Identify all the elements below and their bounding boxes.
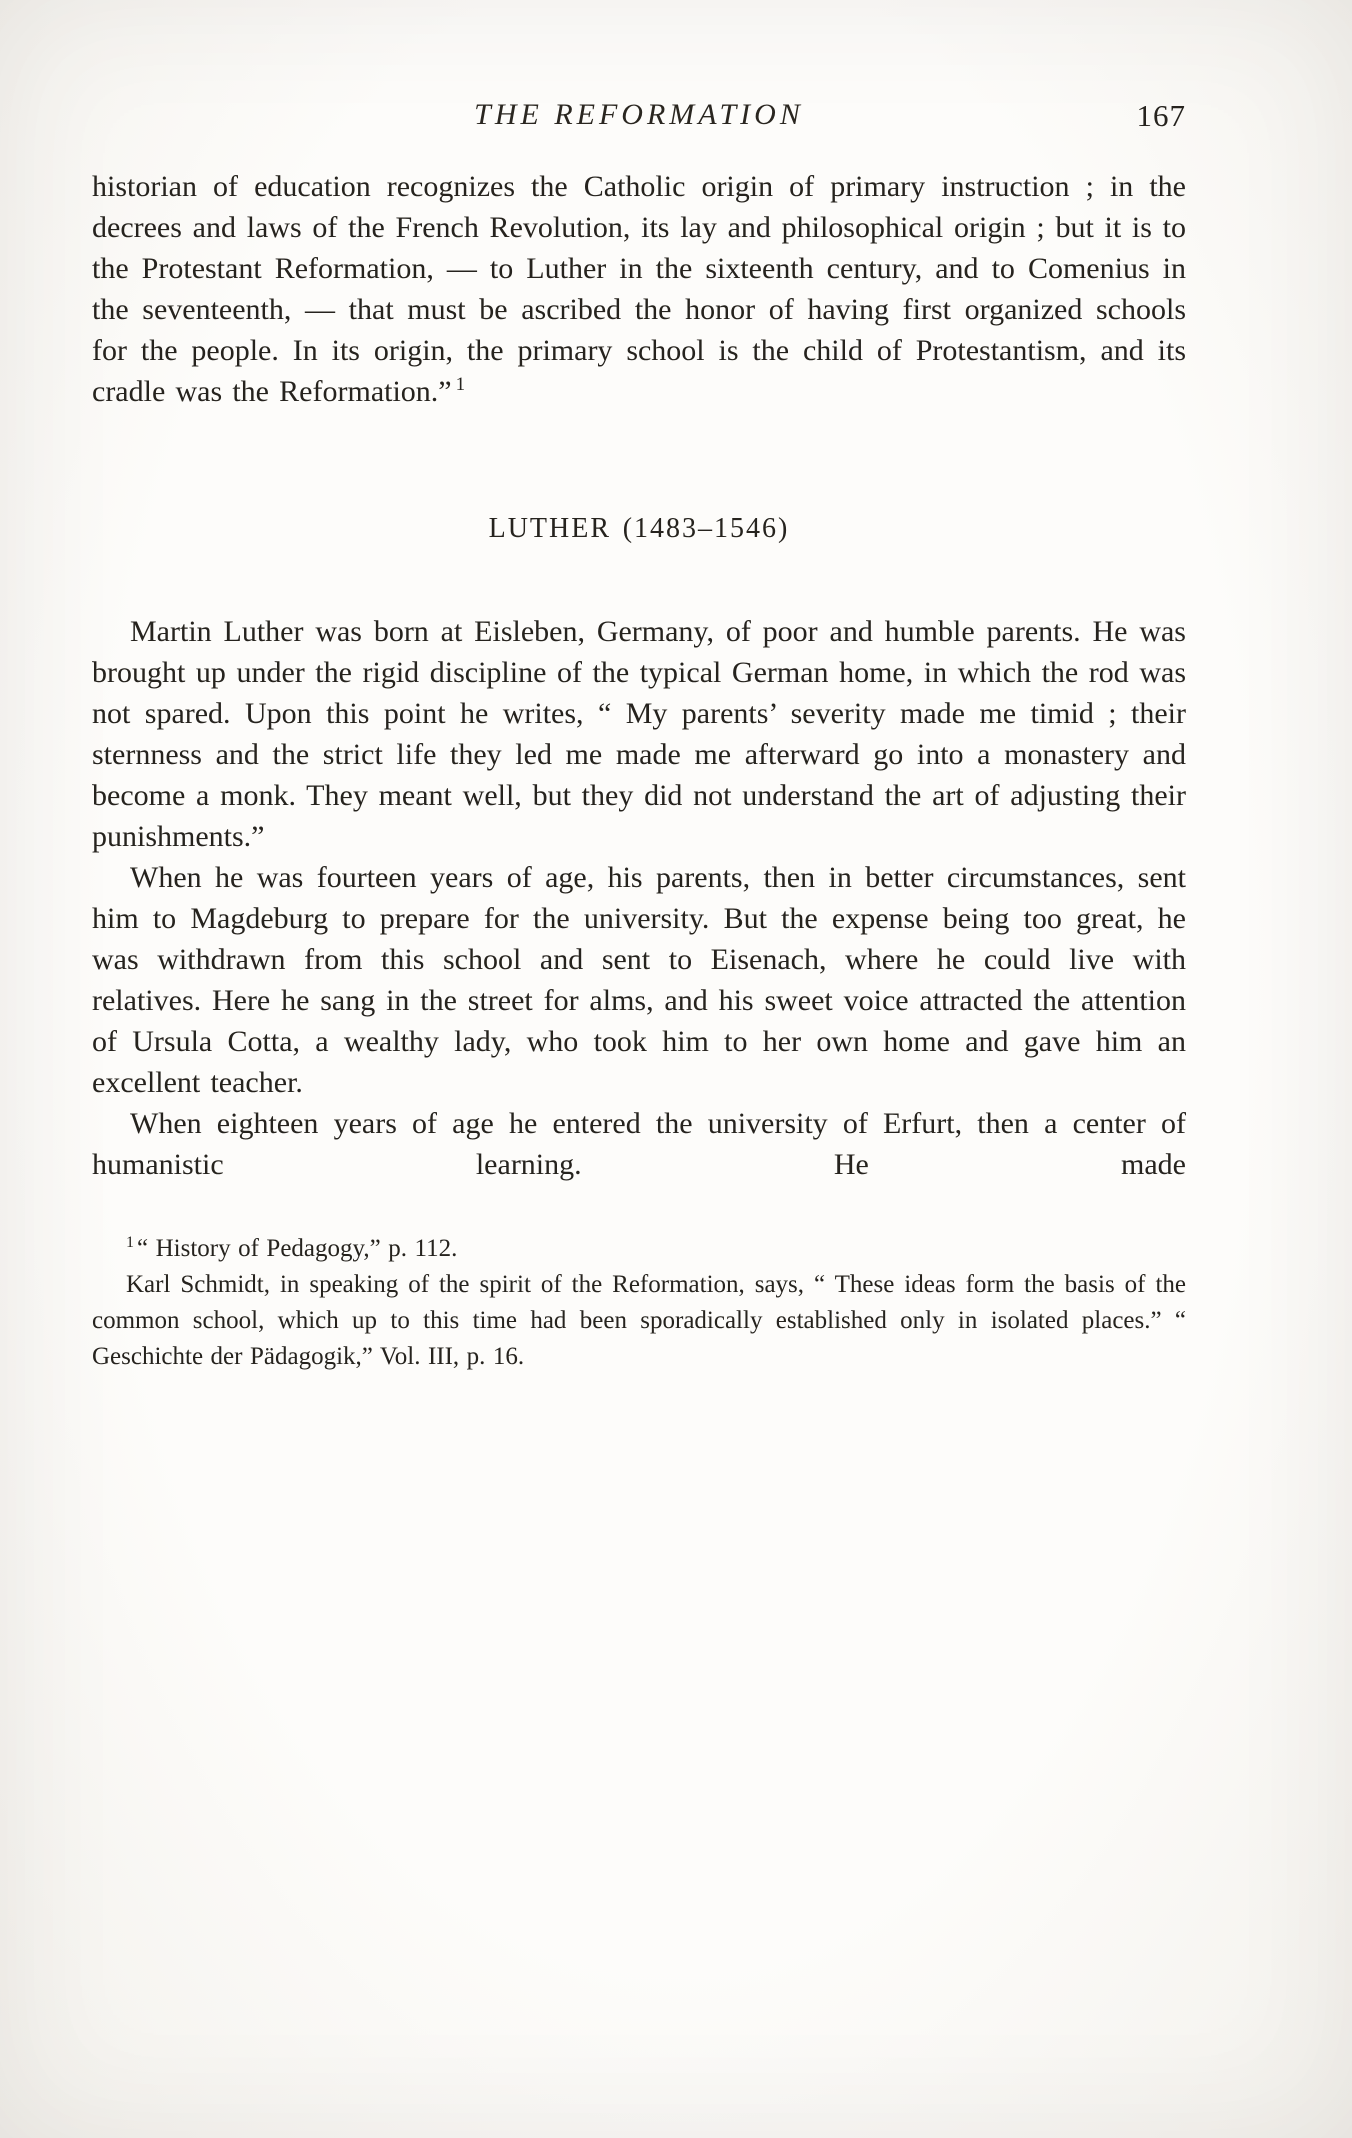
footnote-reference-1: 1 [455,374,466,395]
footnote-1 [92,1231,1186,1267]
footnote-2: Karl Schmidt, in speaking of the spirit of the Reformation, says, “ These ideas form the basis of the common school, which up to this time had been sporadically established only in isolated places.” “ Geschichte der Pädagogik,” Vol. III, p. 16. [92,1271,1186,1370]
running-head-title: THE REFORMATION [474,98,804,131]
paragraph-continuation [92,166,1186,412]
body-text-block [92,166,1186,1185]
section-heading-luther: LUTHER (1483–1546) [488,513,790,544]
running-header [92,98,1186,142]
footnote-1-marker: 1 [126,1233,134,1251]
footnotes-block [92,1231,1186,1375]
paragraph-text: historian of education recognizes the Catholic origin of primary instruction ; in the decrees and laws of the French Revolution, its lay and philosophical origin ; but it is to the Protestant Reformation, — to Luther in the sixteenth century, and to Comenius in the seventeenth, — that must be ascribed the honor of having first organized schools for the people. In its origin, the primary school is the child of Protestantism, and its cradle was the Reformation.” [92,170,1186,408]
footnote-1-text: “ History of Pedagogy,” p. 112. [137,1235,458,1262]
page-number: 167 [1136,98,1186,133]
paragraph: When eighteen years of age he entered the university of Erfurt, then a center of humanistic learning. He made [92,1107,1186,1181]
paragraph: Martin Luther was born at Eisleben, Germany, of poor and humble parents. He was brought up under the rigid discipline of the typical German home, in which the rod was not spared. Upon this point he writes, “ My parents’ severity made me timid ; their sternness and the strict life they led me made me afterward go into a monastery and become a monk. They meant well, but they did not understand the art of adjusting their punishments.” [92,615,1186,853]
paragraph: When he was fourteen years of age, his parents, then in better circumstances, sent him to Magdeburg to prepare for the university. But the expense being too great, he was withdrawn from this school and sent to Eisenach, where he could live with relatives. Here he sang in the street for alms, and his sweet voice attracted the attention of Ursula Cotta, a wealthy lady, who took him to her own home and gave him an excellent teacher. [92,861,1186,1099]
